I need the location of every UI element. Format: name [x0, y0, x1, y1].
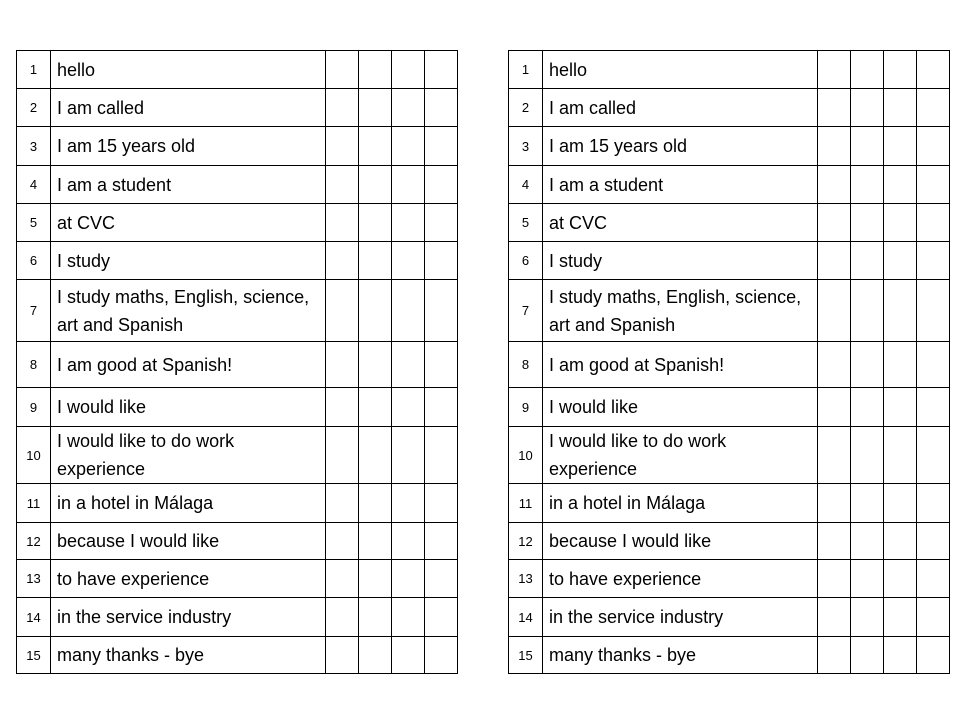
table-row [509, 598, 950, 637]
tick-box[interactable] [818, 637, 851, 674]
row-number: 4 [17, 166, 51, 204]
tick-box[interactable] [425, 127, 458, 166]
table-row [509, 560, 950, 598]
tick-box[interactable] [425, 51, 458, 89]
tick-box[interactable] [359, 560, 392, 598]
row-phrase: I am called [51, 89, 326, 127]
tick-box[interactable] [359, 484, 392, 523]
row-phrase: hello [543, 51, 818, 89]
table-row [509, 204, 950, 242]
row-number: 10 [17, 427, 51, 484]
row-phrase: because I would like [543, 523, 818, 560]
row-phrase: I am 15 years old [543, 127, 818, 166]
table-row [17, 427, 458, 484]
row-phrase: hello [51, 51, 326, 89]
tick-box[interactable] [884, 484, 917, 523]
row-number: 6 [509, 242, 543, 280]
row-number: 1 [17, 51, 51, 89]
row-number: 14 [17, 598, 51, 637]
row-phrase: I study maths, English, science, art and Spanish [543, 280, 818, 342]
tick-box[interactable] [818, 427, 851, 484]
row-number: 11 [509, 484, 543, 523]
row-phrase: in a hotel in Málaga [51, 484, 326, 523]
table-row [509, 280, 950, 342]
table-row [509, 427, 950, 484]
tick-box[interactable] [326, 51, 359, 89]
table-row [17, 280, 458, 342]
row-number: 11 [17, 484, 51, 523]
row-phrase: because I would like [51, 523, 326, 560]
tick-box[interactable] [392, 89, 425, 127]
tick-box[interactable] [359, 242, 392, 280]
tick-box[interactable] [818, 388, 851, 427]
row-number: 5 [17, 204, 51, 242]
tick-box[interactable] [392, 484, 425, 523]
row-number: 13 [509, 560, 543, 598]
tick-box[interactable] [359, 127, 392, 166]
tick-box[interactable] [359, 523, 392, 560]
row-number: 9 [17, 388, 51, 427]
tick-box[interactable] [884, 51, 917, 89]
tick-box[interactable] [851, 89, 884, 127]
row-number: 15 [17, 637, 51, 674]
table-row [17, 242, 458, 280]
tick-box[interactable] [326, 427, 359, 484]
row-phrase: at CVC [543, 204, 818, 242]
tick-box[interactable] [818, 89, 851, 127]
tick-box[interactable] [818, 484, 851, 523]
tick-box[interactable] [326, 560, 359, 598]
table-row [17, 89, 458, 127]
tick-box[interactable] [425, 560, 458, 598]
row-number: 2 [17, 89, 51, 127]
tick-box[interactable] [326, 204, 359, 242]
table-row [509, 127, 950, 166]
tick-box[interactable] [425, 204, 458, 242]
tick-box[interactable] [851, 388, 884, 427]
tick-box[interactable] [818, 127, 851, 166]
tick-box[interactable] [851, 280, 884, 342]
table-row [17, 388, 458, 427]
tick-box[interactable] [884, 204, 917, 242]
row-number: 9 [509, 388, 543, 427]
tick-box[interactable] [359, 342, 392, 388]
tick-box[interactable] [326, 484, 359, 523]
row-number: 7 [509, 280, 543, 342]
tick-box[interactable] [326, 242, 359, 280]
tick-box[interactable] [392, 51, 425, 89]
row-phrase: I am good at Spanish! [543, 342, 818, 388]
tick-box[interactable] [884, 166, 917, 204]
row-phrase: I am a student [543, 166, 818, 204]
row-phrase: I study [543, 242, 818, 280]
tick-box[interactable] [884, 89, 917, 127]
tick-box[interactable] [392, 388, 425, 427]
tick-box[interactable] [917, 342, 950, 388]
row-number: 15 [509, 637, 543, 674]
row-number: 3 [509, 127, 543, 166]
tick-box[interactable] [884, 127, 917, 166]
tick-box[interactable] [392, 598, 425, 637]
row-phrase: I am good at Spanish! [51, 342, 326, 388]
tick-box[interactable] [326, 89, 359, 127]
tick-box[interactable] [884, 523, 917, 560]
row-phrase: I would like to do work experience [543, 427, 818, 484]
tick-box[interactable] [425, 388, 458, 427]
tick-box[interactable] [851, 523, 884, 560]
tick-box[interactable] [884, 598, 917, 637]
table-row [17, 342, 458, 388]
tick-box[interactable] [425, 523, 458, 560]
tick-box[interactable] [851, 51, 884, 89]
tick-box[interactable] [326, 342, 359, 388]
tick-box[interactable] [392, 342, 425, 388]
tick-box[interactable] [917, 560, 950, 598]
tick-box[interactable] [326, 637, 359, 674]
table-row [509, 523, 950, 560]
table-row [17, 598, 458, 637]
tick-box[interactable] [917, 166, 950, 204]
row-phrase: I would like [543, 388, 818, 427]
tick-box[interactable] [884, 388, 917, 427]
tick-box[interactable] [392, 280, 425, 342]
tick-box[interactable] [392, 427, 425, 484]
row-number: 8 [17, 342, 51, 388]
tick-box[interactable] [359, 89, 392, 127]
row-number: 5 [509, 204, 543, 242]
tick-box[interactable] [359, 51, 392, 89]
vocab-table-left [16, 50, 458, 674]
row-phrase: I am 15 years old [51, 127, 326, 166]
row-number: 7 [17, 280, 51, 342]
row-number: 14 [509, 598, 543, 637]
tick-box[interactable] [425, 89, 458, 127]
tick-box[interactable] [917, 280, 950, 342]
tick-box[interactable] [851, 204, 884, 242]
row-phrase: I am called [543, 89, 818, 127]
table-row [509, 166, 950, 204]
row-number: 6 [17, 242, 51, 280]
tick-box[interactable] [884, 280, 917, 342]
tick-box[interactable] [392, 166, 425, 204]
tick-box[interactable] [359, 388, 392, 427]
tick-box[interactable] [884, 637, 917, 674]
tick-box[interactable] [851, 427, 884, 484]
tick-box[interactable] [917, 388, 950, 427]
tick-box[interactable] [392, 560, 425, 598]
tick-box[interactable] [392, 637, 425, 674]
tick-box[interactable] [392, 127, 425, 166]
tick-box[interactable] [818, 166, 851, 204]
row-number: 13 [17, 560, 51, 598]
tick-box[interactable] [851, 598, 884, 637]
table-row [17, 523, 458, 560]
row-phrase: to have experience [543, 560, 818, 598]
tick-box[interactable] [818, 51, 851, 89]
tick-box[interactable] [818, 560, 851, 598]
tick-box[interactable] [917, 523, 950, 560]
tick-box[interactable] [392, 523, 425, 560]
row-phrase: at CVC [51, 204, 326, 242]
tick-box[interactable] [359, 598, 392, 637]
row-number: 12 [17, 523, 51, 560]
tick-box[interactable] [917, 127, 950, 166]
row-phrase: I would like to do work experience [51, 427, 326, 484]
tick-box[interactable] [851, 560, 884, 598]
row-phrase: in a hotel in Málaga [543, 484, 818, 523]
tick-box[interactable] [359, 280, 392, 342]
vocab-table-left-body [17, 51, 458, 674]
tick-box[interactable] [884, 560, 917, 598]
table-row [17, 51, 458, 89]
row-phrase: many thanks - bye [543, 637, 818, 674]
tick-box[interactable] [326, 280, 359, 342]
row-phrase: I study maths, English, science, art and Spanish [51, 280, 326, 342]
tick-box[interactable] [359, 427, 392, 484]
tick-box[interactable] [884, 242, 917, 280]
tick-box[interactable] [917, 598, 950, 637]
tick-box[interactable] [917, 89, 950, 127]
tick-box[interactable] [851, 166, 884, 204]
tick-box[interactable] [917, 242, 950, 280]
tick-box[interactable] [851, 242, 884, 280]
tick-box[interactable] [818, 204, 851, 242]
tick-box[interactable] [392, 242, 425, 280]
tick-box[interactable] [359, 204, 392, 242]
tick-box[interactable] [326, 166, 359, 204]
table-row [509, 242, 950, 280]
tick-box[interactable] [359, 166, 392, 204]
row-phrase: in the service industry [543, 598, 818, 637]
tick-box[interactable] [326, 388, 359, 427]
tick-box[interactable] [326, 523, 359, 560]
row-phrase: I would like [51, 388, 326, 427]
row-phrase: to have experience [51, 560, 326, 598]
tick-box[interactable] [851, 484, 884, 523]
row-phrase: I am a student [51, 166, 326, 204]
row-phrase: in the service industry [51, 598, 326, 637]
tick-box[interactable] [425, 484, 458, 523]
row-number: 10 [509, 427, 543, 484]
tick-box[interactable] [425, 280, 458, 342]
table-row [509, 342, 950, 388]
tick-box[interactable] [425, 166, 458, 204]
tick-box[interactable] [818, 523, 851, 560]
tick-box[interactable] [326, 598, 359, 637]
table-row [509, 388, 950, 427]
tick-box[interactable] [917, 51, 950, 89]
tick-box[interactable] [425, 598, 458, 637]
tick-box[interactable] [851, 637, 884, 674]
table-row [509, 51, 950, 89]
tick-box[interactable] [818, 598, 851, 637]
table-row [17, 560, 458, 598]
table-row [17, 204, 458, 242]
row-phrase: I study [51, 242, 326, 280]
tick-box[interactable] [884, 342, 917, 388]
vocab-table-right-body [509, 51, 950, 674]
tick-box[interactable] [425, 342, 458, 388]
tick-box[interactable] [917, 484, 950, 523]
table-row [509, 89, 950, 127]
row-number: 1 [509, 51, 543, 89]
row-phrase: many thanks - bye [51, 637, 326, 674]
tick-box[interactable] [818, 342, 851, 388]
row-number: 3 [17, 127, 51, 166]
tick-box[interactable] [425, 637, 458, 674]
tick-box[interactable] [359, 637, 392, 674]
tick-box[interactable] [392, 204, 425, 242]
row-number: 4 [509, 166, 543, 204]
tick-box[interactable] [917, 204, 950, 242]
tick-box[interactable] [818, 280, 851, 342]
table-row [509, 637, 950, 674]
table-row [17, 637, 458, 674]
row-number: 2 [509, 89, 543, 127]
table-row [17, 484, 458, 523]
tick-box[interactable] [917, 427, 950, 484]
tick-box[interactable] [425, 427, 458, 484]
table-row [509, 484, 950, 523]
vocab-table-right [508, 50, 950, 674]
row-number: 8 [509, 342, 543, 388]
tick-box[interactable] [818, 242, 851, 280]
tick-box[interactable] [851, 342, 884, 388]
tick-box[interactable] [851, 127, 884, 166]
tick-box[interactable] [425, 242, 458, 280]
table-row [17, 127, 458, 166]
tick-box[interactable] [884, 427, 917, 484]
tick-box[interactable] [917, 637, 950, 674]
tick-box[interactable] [326, 127, 359, 166]
table-row [17, 166, 458, 204]
row-number: 12 [509, 523, 543, 560]
